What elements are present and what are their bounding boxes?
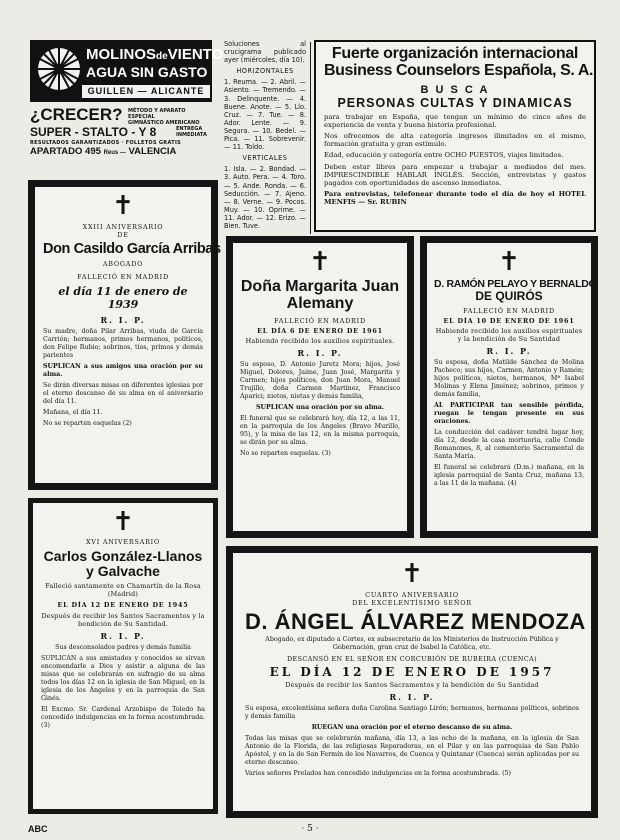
cross-icon: ✝	[401, 559, 423, 589]
obit-anniversary: CUARTO ANIVERSARIO	[365, 591, 459, 599]
obit-p4: No se reparten esquelas. (3)	[240, 449, 331, 457]
obit-p3: Todas las misas que se celebrarán mañana, día 13, a las ocho de la mañana, en la iglesia de San Antonio de la Florida, de las religiosas Reparadoras, en el Pilar y en las parroquias de San Pablo Apóstol, y en la de San Fermín de los Navarros, de Cuenca y Quintanar (Cuenca) serán aplicadas por su eterno descanso.	[245, 735, 579, 767]
obit-p2: SUPLICAN a sus amistades y conocidos se sirvan encomendarle a Dios y asistir a alguna de las misas que se celebrarán en sufragio de su alma todos los días 12 en la iglesia de San Miguel, en la iglesia de los Ángeles y en la parroquia de San Ginés.	[41, 655, 205, 703]
obit-date: EL DÍA 12 DE ENERO DE 1945	[57, 601, 189, 610]
obit-rip: R. I. P.	[389, 692, 435, 703]
obit-p1: Sus desconsolados padres y demás familia	[55, 644, 191, 652]
obit-desc: Abogado, ex diputado a Cortes, ex subsecretario de los Ministerios de Instrucción Pública y Gobernación, gran cruz de Isabel la Católica, etc.	[265, 636, 559, 652]
obit-p1: Su esposo, D. Antonio Juretz Mora; hijos, José Miguel, Dolores, Jaime, Juan José, Margarita y Carmen; hijos políticos, don Juan Mora, Manuel Trujillo, doña Carmen Martínez, Francisco Aparici; nietos, nietas y demás familia,	[240, 360, 400, 400]
obit-gonzalez-llanos	[28, 498, 218, 814]
obit-name-line1: Carlos González-Llanos	[43, 548, 203, 564]
obit-p5: No se reparten esquelas (2)	[43, 420, 132, 428]
column-rule	[310, 42, 311, 234]
obit-p4: Mañana, el día 11.	[43, 409, 103, 417]
obit-anniversary: XVI ANIVERSARIO	[85, 538, 161, 546]
obit-p1: Su esposa, doña Matilde Sánchez de Molina Pacheco; sus hijos, Carmen, Antonio y Ramón; hijos políticos, nietos, hermanos, Mª Isabel Molinas y Elena Jiménez; sobrinos, primos y demás familia,	[434, 358, 584, 398]
obit-p3: La conducción del cadáver tendrá lugar hoy, día 12, desde la casa mortuoria, calle Conde Romanones, 8, al cementerio Sacramental de Santa María.	[434, 428, 584, 460]
obit-p2: AL PARTICIPAR tan sensible pérdida, ruegan le tengan presente en sus oraciones.	[434, 401, 584, 425]
obit-date: EL DÍA 6 DE ENERO DE 1961	[257, 326, 383, 335]
footer-abc: ABC	[28, 824, 48, 834]
obit-date: el día 11 de enero de 1939	[58, 285, 188, 312]
cross-icon: ✝	[498, 247, 520, 277]
crecer-city: VALENCIA	[128, 146, 177, 157]
business-p1: para trabajar en España, que tengan un mínimo de cinco años de experiencia de venta y buena historia profesional.	[324, 112, 586, 129]
obit-name: Don Casildo García Arribas	[43, 241, 221, 257]
obit-name-line2: y Galvache	[86, 562, 160, 579]
obit-p3: Se dirán diversas misas en diferentes iglesias por el eterno descanso de su alma en el aniversario del día 11.	[43, 382, 203, 406]
obit-rip: R. I. P.	[297, 347, 343, 358]
business-p4: Deben estar libres para empezar a trabajar a mediados del mes. IMPRESCINDIBLE HABLAR INGLÉS. Sección, entrevistas y gastos pagados con oportunidades de ascenso inmediatos.	[324, 162, 586, 188]
crossword-solutions	[224, 40, 306, 240]
crecer-product: SUPER - STALTO - Y 8	[30, 125, 157, 139]
obit-de: DE	[117, 231, 129, 239]
obit-profession: ABOGADO	[102, 260, 144, 269]
obit-p1: Su esposa, excelentísima señora doña Carolina Santiago Lirón; hermanos, hermanas políticos, sobrinos y demás familia	[245, 705, 579, 721]
obit-pelayo-bernaldo	[420, 236, 598, 538]
obit-garcia-arribas	[28, 180, 221, 490]
obit-date: EL DÍA 12 DE ENERO DE 1957	[269, 665, 555, 680]
obit-anniversary: XXIII ANIVERSARIO	[82, 223, 164, 231]
crecer-side3: ENTREGA INMEDIATA	[176, 126, 207, 138]
crecer-info: RESULTADOS GARANTIZADOS · FOLLETOS GRATIS	[30, 140, 182, 146]
obit-died: DESCANSÓ EN EL SEÑOR EN CORCUBIÓN DE RUBEIRA (CUENCA)	[286, 655, 538, 664]
obit-p2: SUPLICAN a sus amigos una oración por su alma.	[43, 363, 203, 379]
obit-sacraments: Habiendo recibido los auxilios espirituales.	[245, 336, 395, 345]
business-busca: B U S C A	[420, 83, 490, 96]
molinos-de: de	[156, 51, 168, 62]
obit-sacraments: Después de recibir los Santos Sacramentos y la bendición de Su Santidad.	[41, 612, 205, 629]
business-title1: Fuerte organización internacional	[331, 45, 579, 62]
obit-name-line1: Doña Margarita Juan	[240, 278, 400, 295]
obit-died: FALLECIÓ EN MADRID	[463, 306, 555, 315]
cross-icon: ✝	[112, 507, 134, 537]
business-p5: Para entrevistas, telefonear durante todo el día de hoy el HOTEL MENFIS — Sr. RUBIN	[324, 190, 586, 207]
crecer-reus: Reus —	[103, 150, 126, 156]
business-p2: Nos ofrecemos de alta categoría ingresos ilimitados en el mismo, formación gratuita y gran estímulo.	[324, 132, 586, 149]
molinos-word: MOLINOS	[86, 46, 156, 63]
business-p3: Edad, educación y categoría entre OCHO PUESTOS, viajes limitados.	[324, 151, 564, 160]
crecer-side2: GIMNÁSTICO AMERICANO	[128, 120, 200, 126]
obit-name-line2: DE QUIRÓS	[475, 289, 543, 304]
crecer-headline: ¿CRECER?	[30, 105, 123, 124]
obit-died: FALLECIÓ EN MADRID	[274, 316, 366, 325]
molinos-ad	[30, 40, 224, 102]
obit-p2: RUEGAN una oración por el eterno descanso de su alma.	[311, 724, 513, 732]
business-subtitle: PERSONAS CULTAS Y DINAMICAS	[337, 95, 573, 110]
molinos-viento: VIENTO	[167, 46, 224, 63]
obit-p2: SUPLICAN una oración por su alma.	[255, 403, 385, 411]
crecer-ad	[30, 106, 212, 160]
crecer-address: APARTADO 495	[30, 146, 101, 157]
obit-p4: Varios señores Prelados han concedido indulgencias en la forma acostumbrada. (5)	[245, 770, 511, 778]
crossword-horizontal: 1. Reuma. — 2. Abril. — Asiento. — Tremendo. — 3. Delinquente. — 4. Buene. Anote. — 5. Llo. Cruz. — 7. Tue. — 8. Ador. Lente. — 9. Segura. — 10. Bedel. — Pica. — 11. Sobrevenir. — 11. Toldo.	[224, 78, 306, 152]
obit-name-line1: D. RAMÓN PELAYO Y BERNALDO	[434, 278, 597, 290]
windmill-icon	[36, 46, 82, 92]
obit-p3: El funeral que se celebrará hoy, día 12, a las 11, en la parroquia de los Ángeles (Bravo Murillo, 95), y la misa de las 12, en la misma parroquia, se dirán por su alma.	[240, 414, 400, 446]
obit-sacraments: Habiendo recibido los auxilios espirituales y la bendición de Su Santidad	[435, 326, 583, 343]
obit-alvarez-mendoza	[226, 546, 598, 818]
obit-p1: Su madre, doña Pilar Arribas, viuda de García Carrión; hermanos, primos hermanos, políticos, don Felipe Rubio; sobrinos, tíos, primos y demás parientes	[43, 328, 203, 360]
obit-p4: El funeral se celebrará (D.m.) mañana, en la iglesia parroquial de Santa Cruz, mañana 13, a las 11 de la mañana. (4)	[434, 463, 584, 487]
molinos-strip	[82, 85, 210, 98]
obit-sacraments: Después de recibir los Santos Sacramentos y la bendición de Su Santidad	[285, 681, 539, 690]
business-ad	[314, 40, 596, 232]
obit-rip: R. I. P.	[486, 345, 532, 356]
obit-p3: El Excmo. Sr. Cardenal Arzobispo de Toledo ha concedido indulgencias en la forma acostumbrada. (3)	[41, 706, 205, 730]
obit-margarita-juan	[226, 236, 414, 538]
obit-name-line2: Alemany	[286, 294, 354, 312]
obit-rip: R. I. P.	[100, 315, 146, 326]
crossword-intro: Soluciones al crucigrama publicado ayer (miércoles, día 10).	[224, 40, 306, 65]
molinos-guillen: GUILLEN — ALICANTE	[87, 86, 205, 96]
crossword-v-title: VERTICALES	[242, 154, 288, 163]
obit-rip: R. I. P.	[100, 631, 146, 642]
cross-icon: ✝	[112, 191, 134, 221]
crossword-h-title: HORIZONTALES	[236, 67, 294, 76]
business-title2: Business Counselors Española, S. A.	[324, 61, 594, 79]
crecer-side1: MÉTODO Y APARATO ESPECIAL	[128, 108, 186, 120]
crossword-vertical: 1. Isla. — 2. Bondad. — 3. Auto. Pera. — 4. Toro. — 5. Ande. Ronda. — 6. Seducción. — 7. Ajeno. — 8. Verne. — 9. Pocos. Muy. — 10. Oprime. — 11. Ador. — 12. Erizo. — Bien. Tuve.	[224, 165, 306, 230]
obit-died: FALLECIÓ EN MADRID	[77, 273, 169, 282]
obit-name: D. ÁNGEL ÁLVAREZ MENDOZA	[245, 609, 586, 634]
molinos-agua: AGUA SIN GASTO	[86, 64, 208, 80]
obit-date: EL DÍA 10 DE ENERO DE 1961	[443, 316, 575, 325]
obit-died: Falleció santamente en Chamartín de la Rosa (Madrid)	[45, 582, 201, 599]
obit-del: DEL EXCELENTÍSIMO SEÑOR	[352, 599, 472, 607]
cross-icon: ✝	[309, 247, 331, 277]
footer-page: · 5 ·	[301, 824, 319, 834]
